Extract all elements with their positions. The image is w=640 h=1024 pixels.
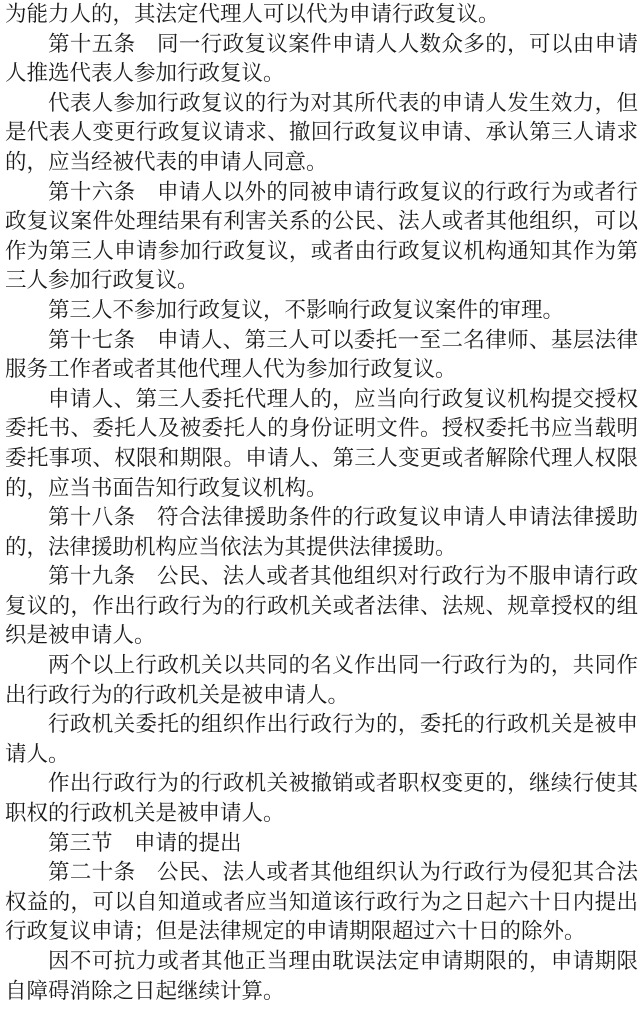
paragraph — [5, 89, 638, 178]
paragraph-text: 因不可抗力或者其他正当理由耽误法定申请期限的，申请期限自障碍消除之日起继续计算。 — [5, 949, 638, 1004]
paragraph-text: 行政机关委托的组织作出行政行为的，委托的行政机关是被申请人。 — [5, 712, 638, 767]
article-number: 第二十条 — [48, 860, 136, 886]
article-20 — [5, 858, 638, 947]
paragraph-text: 公民、法人或者其他组织认为行政行为侵犯其合法权益的，可以自知道或者应当知道该行政行为之日起六十日内提出行政复议申请；但是法律规定的申请期限超过六十日的除外。 — [5, 860, 638, 945]
article-number: 第十八条 — [48, 505, 136, 531]
article-number: 第十六条 — [48, 179, 136, 205]
article-number: 第十五条 — [48, 31, 136, 57]
paragraph — [5, 296, 638, 326]
section-heading — [5, 829, 638, 859]
article-number: 第十七条 — [48, 327, 136, 353]
article-19 — [5, 562, 638, 651]
paragraph — [5, 385, 638, 503]
paragraph-text: 申请人、第三人委托代理人的，应当向行政复议机构提交授权委托书、委托人及被委托人的身份证明文件。授权委托书应当载明委托事项、权限和期限。申请人、第三人变更或者解除代理人权限的，应当书面告知行政复议机构。 — [5, 386, 638, 501]
paragraph-text: 代表人参加行政复议的行为对其所代表的申请人发生效力，但是代表人变更行政复议请求、撤回行政复议申请、承认第三人请求的，应当经被代表的申请人同意。 — [5, 90, 638, 175]
paragraph-text: 作出行政行为的行政机关被撤销或者职权变更的，继续行使其职权的行政机关是被申请人。 — [5, 771, 638, 827]
article-number: 第十九条 — [48, 564, 136, 590]
paragraph-text: 申请人、第三人可以委托一至二名律师、基层法律服务工作者或者其他代理人代为参加行政复议。 — [5, 327, 638, 383]
paragraph-text: 同一行政复议案件申请人人数众多的，可以由申请人推选代表人参加行政复议。 — [5, 31, 638, 87]
paragraph-text: 公民、法人或者其他组织对行政行为不服申请行政复议的，作出行政行为的行政机关或者法律、法规、规章授权的组织是被申请人。 — [5, 564, 638, 649]
paragraph — [5, 769, 638, 828]
paragraph-text: 申请人以外的同被申请行政复议的行政行为或者行政复议案件处理结果有利害关系的公民、法人或者其他组织，可以作为第三人申请参加行政复议，或者由行政复议机构通知其作为第三人参加行政复议。 — [5, 179, 638, 294]
paragraph-text: 两个以上行政机关以共同的名义作出同一行政行为的，共同作出行政行为的行政机关是被申请人。 — [5, 653, 638, 708]
article-17 — [5, 326, 638, 385]
article-16 — [5, 178, 638, 296]
paragraph-text: 符合法律援助条件的行政复议申请人申请法律援助的，法律援助机构应当依法为其提供法律援助。 — [5, 505, 638, 560]
paragraph — [5, 947, 638, 1006]
section-number: 第三节 — [48, 830, 113, 856]
paragraph-continuation — [5, 0, 638, 30]
paragraph — [5, 710, 638, 769]
paragraph — [5, 651, 638, 710]
paragraph-text: 为能力人的，其法定代理人可以代为申请行政复议。 — [5, 2, 500, 27]
article-18 — [5, 503, 638, 562]
paragraph-text: 第三人不参加行政复议，不影响行政复议案件的审理。 — [48, 297, 565, 323]
article-15 — [5, 30, 638, 89]
section-title: 申请的提出 — [134, 830, 242, 856]
